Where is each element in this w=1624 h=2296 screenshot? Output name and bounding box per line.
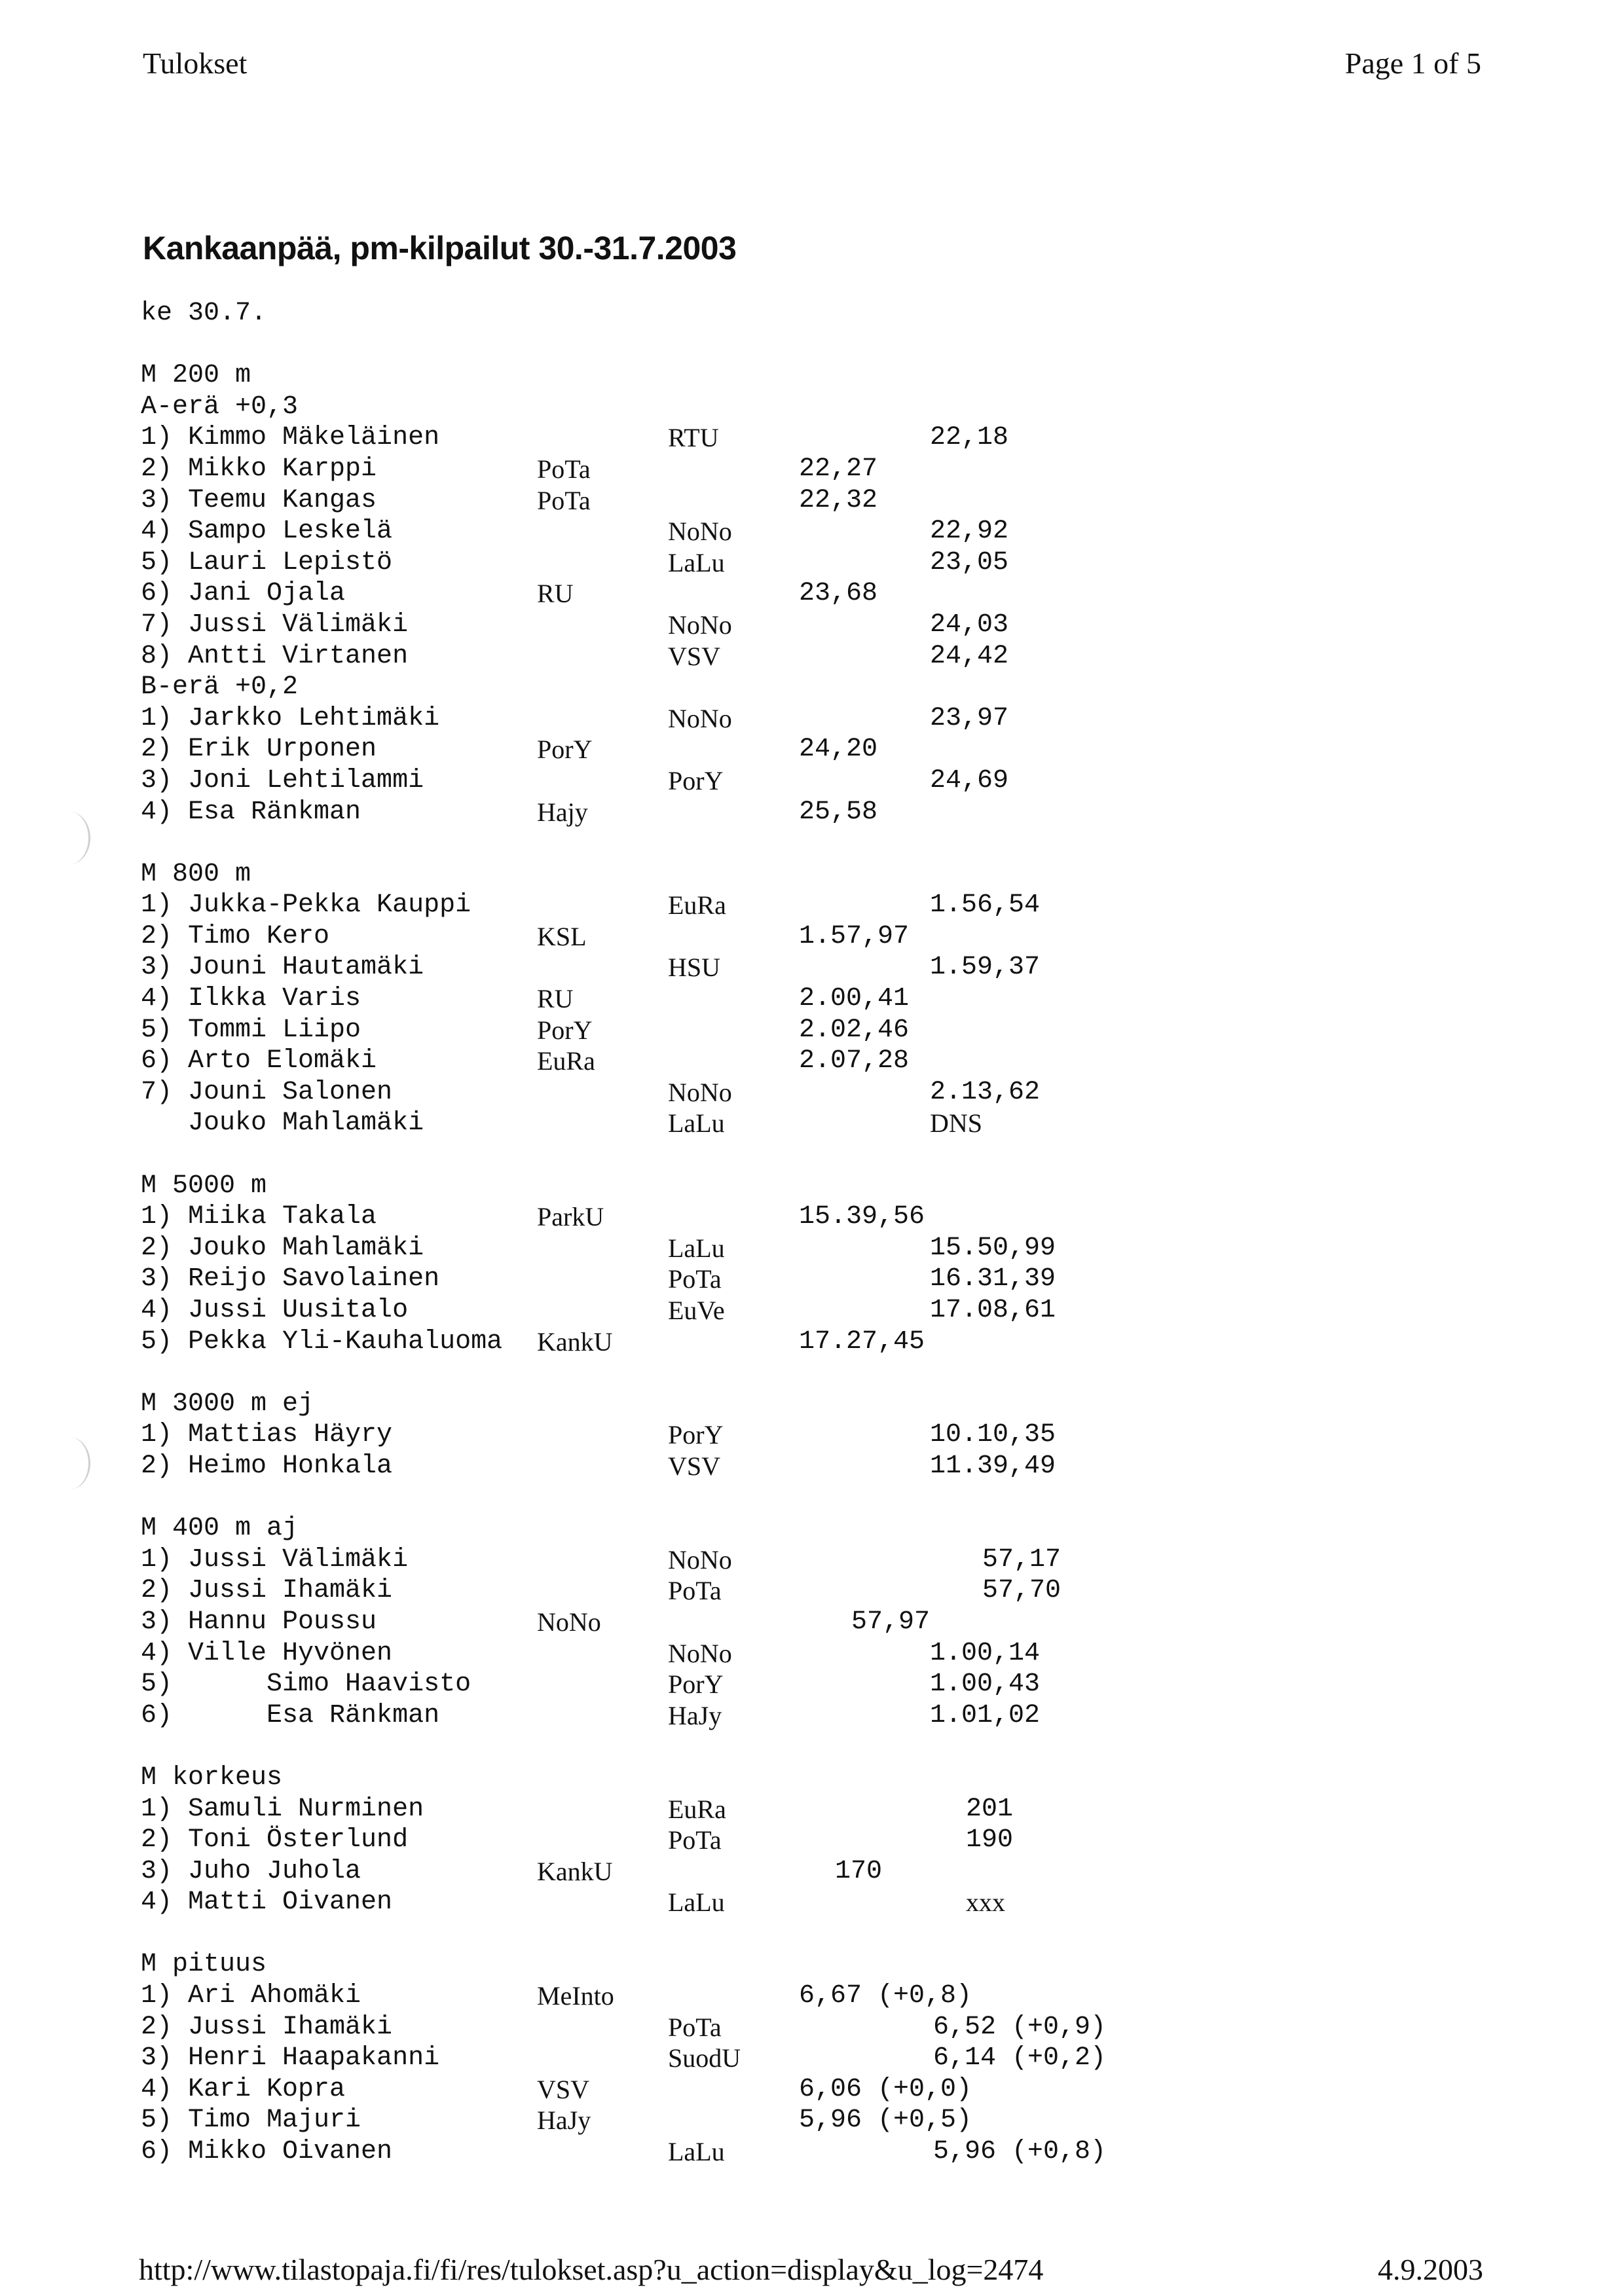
result-value: 2.02,46: [799, 1015, 910, 1045]
result-row: [141, 1607, 1516, 1638]
event-name: A-erä +0,3: [141, 392, 299, 422]
athlete-name: 3) Juho Juhola: [141, 1856, 361, 1886]
club-name: PoTa: [668, 1264, 722, 1294]
club-name: NoNo: [668, 703, 732, 733]
result-row: [141, 1015, 1516, 1046]
event-name: M 5000 m: [141, 1171, 267, 1201]
event-name: M 200 m: [141, 361, 251, 391]
result-row: [141, 1233, 1516, 1264]
club-name: LaLu: [668, 1887, 725, 1918]
result-value: 2.07,28: [799, 1046, 910, 1076]
result-value: xxx: [966, 1887, 1005, 1918]
punch-hole-mark: [49, 1437, 90, 1489]
result-value: 17.08,61: [930, 1296, 1056, 1325]
spacer: [141, 1918, 1516, 1950]
club-name: Hajy: [537, 797, 588, 827]
athlete-name: 5) Tommi Liipo: [141, 1015, 361, 1045]
club-name: EuRa: [537, 1046, 595, 1076]
result-row: [141, 1794, 1516, 1825]
result-value: 24,69: [930, 765, 1009, 795]
athlete-name: 7) Jouni Salonen: [141, 1077, 393, 1107]
club-name: VSV: [537, 2074, 590, 2104]
result-row: [141, 1419, 1516, 1451]
athlete-name: 1) Ari Ahomäki: [141, 1981, 361, 2011]
result-value: 23,97: [930, 703, 1009, 733]
result-value: 11.39,49: [930, 1451, 1056, 1481]
club-name: PorY: [537, 735, 593, 765]
result-row: [141, 1264, 1516, 1295]
club-name: HaJy: [668, 1700, 722, 1730]
athlete-name: 2) Mikko Karppi: [141, 454, 377, 484]
club-name: PorY: [668, 765, 724, 795]
result-value: 1.57,97: [799, 921, 910, 951]
result-row: [141, 890, 1516, 921]
result-row: [141, 2136, 1516, 2168]
result-row: [141, 610, 1516, 641]
document-title: Kankaanpää, pm-kilpailut 30.-31.7.2003: [143, 230, 737, 266]
result-value: 16.31,39: [930, 1264, 1056, 1294]
athlete-name: 1) Miika Takala: [141, 1202, 377, 1232]
result-value: 23,68: [799, 579, 878, 609]
page-number: Page 1 of 5: [1344, 46, 1481, 80]
result-value: 5,96 (+0,5): [799, 2105, 972, 2136]
athlete-name: 6) Mikko Oivanen: [141, 2137, 393, 2167]
athlete-name: 1) Kimmo Mäkeläinen: [141, 423, 440, 453]
club-name: ParkU: [537, 1202, 604, 1232]
event-heading: [141, 1171, 1516, 1202]
result-value: 15.39,56: [799, 1202, 925, 1232]
result-value: 6,06 (+0,0): [799, 2074, 972, 2104]
result-row: [141, 1326, 1516, 1358]
club-name: NoNo: [668, 1544, 732, 1575]
club-name: LaLu: [668, 547, 725, 577]
club-name: PoTa: [668, 1576, 722, 1606]
result-row: [141, 703, 1516, 735]
result-row: [141, 1201, 1516, 1233]
result-row: [141, 547, 1516, 579]
result-value: 1.00,14: [930, 1638, 1041, 1668]
result-row: [141, 1575, 1516, 1607]
result-row: [141, 578, 1516, 610]
result-row: [141, 1638, 1516, 1669]
result-value: 24,42: [930, 641, 1009, 671]
event-name: B-erä +0,2: [141, 672, 299, 702]
spacer: [141, 1139, 1516, 1171]
result-value: 22,27: [799, 454, 878, 484]
club-name: RTU: [668, 423, 719, 453]
athlete-name: 3) Teemu Kangas: [141, 485, 377, 515]
event-heading: [141, 360, 1516, 392]
athlete-name: 5) Lauri Lepistö: [141, 547, 393, 577]
result-row: [141, 1108, 1516, 1139]
athlete-name: 2) Jussi Ihamäki: [141, 1576, 393, 1606]
athlete-name: 4) Ilkka Varis: [141, 984, 361, 1014]
spacer: [141, 1482, 1516, 1514]
athlete-name: 1) Jukka-Pekka Kauppi: [141, 890, 471, 920]
athlete-name: 5) Pekka Yli-Kauhaluoma: [141, 1326, 503, 1357]
result-value: 170: [835, 1856, 883, 1886]
athlete-name: 6) Esa Ränkman: [141, 1700, 440, 1730]
club-name: EuRa: [668, 1794, 726, 1824]
club-name: LaLu: [668, 1108, 725, 1139]
club-name: PoTa: [537, 485, 591, 515]
result-value: 2.13,62: [930, 1077, 1041, 1107]
day-label: ke 30.7.: [141, 299, 267, 328]
page-header-title: Tulokset: [143, 46, 248, 80]
result-row: [141, 1544, 1516, 1576]
club-name: KankU: [537, 1326, 613, 1357]
club-name: SuodU: [668, 2043, 741, 2073]
result-row: [141, 921, 1516, 953]
result-value: 1.56,54: [930, 890, 1041, 920]
club-name: HaJy: [537, 2105, 591, 2136]
club-name: PorY: [537, 1015, 593, 1045]
athlete-name: 2) Heimo Honkala: [141, 1451, 393, 1481]
footer-url: http://www.tilastopaja.fi/fi/res/tulokset.asp?u_action=display&u_log=2474: [139, 2253, 1044, 2286]
result-row: [141, 1669, 1516, 1700]
results-list: [141, 298, 1516, 2168]
club-name: KankU: [537, 1856, 613, 1886]
event-heading: [141, 1762, 1516, 1794]
athlete-name: 2) Jouko Mahlamäki: [141, 1233, 424, 1263]
event-heading: [141, 1513, 1516, 1544]
result-value: 22,32: [799, 485, 878, 515]
result-value: 17.27,45: [799, 1326, 925, 1357]
athlete-name: 5) Timo Majuri: [141, 2105, 361, 2136]
club-name: PoTa: [668, 2012, 722, 2042]
club-name: NoNo: [668, 517, 732, 547]
result-value: 24,20: [799, 735, 878, 765]
club-name: VSV: [668, 1451, 721, 1481]
event-name: M 400 m aj: [141, 1514, 299, 1544]
result-row: [141, 485, 1516, 517]
result-row: [141, 516, 1516, 547]
result-row: [141, 2012, 1516, 2043]
athlete-name: 5) Simo Haavisto: [141, 1669, 471, 1700]
result-value: 5,96 (+0,8): [933, 2137, 1107, 2167]
result-row: [141, 422, 1516, 454]
result-row: [141, 952, 1516, 983]
club-name: EuVe: [668, 1296, 725, 1325]
result-row: [141, 641, 1516, 672]
athlete-name: 6) Arto Elomäki: [141, 1046, 377, 1076]
result-value: 1.00,43: [930, 1669, 1041, 1700]
result-value: 6,52 (+0,9): [933, 2012, 1107, 2042]
club-name: LaLu: [668, 2137, 725, 2167]
club-name: PoTa: [668, 1825, 722, 1855]
result-value: 15.50,99: [930, 1233, 1056, 1263]
result-value: 25,58: [799, 797, 878, 827]
club-name: PoTa: [537, 454, 591, 484]
event-name: M 3000 m ej: [141, 1389, 314, 1419]
athlete-name: 3) Hannu Poussu: [141, 1607, 377, 1637]
athlete-name: 2) Jussi Ihamäki: [141, 2012, 393, 2042]
event-heading: [141, 859, 1516, 890]
athlete-name: 1) Jarkko Lehtimäki: [141, 703, 440, 733]
result-row: [141, 734, 1516, 765]
spacer: [141, 329, 1516, 361]
club-name: NoNo: [537, 1607, 601, 1637]
spacer: [141, 1731, 1516, 1762]
athlete-name: 4) Sampo Leskelä: [141, 517, 393, 547]
club-name: NoNo: [668, 1077, 732, 1107]
result-value: 6,67 (+0,8): [799, 1981, 972, 2011]
club-name: PorY: [668, 1420, 724, 1450]
event-heading: [141, 672, 1516, 703]
result-row: [141, 1700, 1516, 1732]
punch-hole-mark: [49, 812, 90, 864]
athlete-name: 4) Ville Hyvönen: [141, 1638, 393, 1668]
result-value: 6,14 (+0,2): [933, 2043, 1107, 2073]
result-row: [141, 1825, 1516, 1856]
result-row: [141, 2074, 1516, 2105]
club-name: NoNo: [668, 1638, 732, 1668]
result-row: [141, 454, 1516, 485]
event-heading: [141, 1949, 1516, 1980]
athlete-name: 4) Esa Ränkman: [141, 797, 361, 827]
club-name: LaLu: [668, 1233, 725, 1263]
athlete-name: 3) Reijo Savolainen: [141, 1264, 440, 1294]
athlete-name: Jouko Mahlamäki: [141, 1108, 424, 1139]
spacer: [141, 828, 1516, 859]
result-row: [141, 2105, 1516, 2136]
result-value: 10.10,35: [930, 1420, 1056, 1450]
result-row: [141, 1980, 1516, 2012]
result-value: 22,18: [930, 423, 1009, 453]
event-name: M korkeus: [141, 1762, 283, 1793]
event-name: M pituus: [141, 1950, 267, 1980]
club-name: VSV: [668, 641, 721, 671]
result-value: 57,70: [982, 1576, 1061, 1606]
athlete-name: 1) Jussi Välimäki: [141, 1544, 409, 1575]
result-row: [141, 1077, 1516, 1108]
result-row: [141, 765, 1516, 797]
result-value: 57,17: [982, 1544, 1061, 1575]
athlete-name: 2) Toni Österlund: [141, 1825, 409, 1855]
athlete-name: 2) Timo Kero: [141, 921, 330, 951]
result-row: [141, 1856, 1516, 1887]
result-value: 22,92: [930, 517, 1009, 547]
club-name: EuRa: [668, 890, 726, 920]
athlete-name: 4) Kari Kopra: [141, 2074, 346, 2104]
result-row: [141, 983, 1516, 1015]
club-name: RU: [537, 579, 574, 609]
result-value: 1.59,37: [930, 953, 1041, 983]
athlete-name: 7) Jussi Välimäki: [141, 610, 409, 640]
club-name: KSL: [537, 921, 587, 951]
athlete-name: 3) Joni Lehtilammi: [141, 765, 424, 795]
athlete-name: 3) Henri Haapakanni: [141, 2043, 440, 2073]
result-value: 201: [966, 1794, 1014, 1824]
club-name: NoNo: [668, 610, 732, 640]
result-row: [141, 1887, 1516, 1918]
athlete-name: 8) Antti Virtanen: [141, 641, 409, 671]
result-value: 1.01,02: [930, 1700, 1041, 1730]
footer-date: 4.9.2003: [1378, 2253, 1483, 2286]
result-value: 23,05: [930, 547, 1009, 577]
result-value: 24,03: [930, 610, 1009, 640]
event-heading: [141, 392, 1516, 423]
athlete-name: 1) Samuli Nurminen: [141, 1794, 424, 1824]
result-value: 57,97: [851, 1607, 931, 1637]
result-row: [141, 2043, 1516, 2074]
result-value: 190: [966, 1825, 1014, 1855]
event-name: M 800 m: [141, 859, 251, 889]
athlete-name: 1) Mattias Häyry: [141, 1420, 393, 1450]
athlete-name: 4) Jussi Uusitalo: [141, 1296, 409, 1325]
athlete-name: 6) Jani Ojala: [141, 579, 346, 609]
club-name: PorY: [668, 1669, 724, 1700]
result-row: [141, 797, 1516, 828]
club-name: MeInto: [537, 1981, 614, 2011]
athlete-name: 2) Erik Urponen: [141, 735, 377, 765]
event-heading: [141, 1389, 1516, 1420]
spacer: [141, 1357, 1516, 1389]
result-value: 2.00,41: [799, 984, 910, 1014]
club-name: RU: [537, 984, 574, 1014]
athlete-name: 4) Matti Oivanen: [141, 1887, 393, 1918]
result-row: [141, 1451, 1516, 1482]
result-value: DNS: [930, 1108, 983, 1139]
result-row: [141, 1295, 1516, 1326]
club-name: HSU: [668, 953, 721, 983]
athlete-name: 3) Jouni Hautamäki: [141, 953, 424, 983]
result-row: [141, 1046, 1516, 1077]
